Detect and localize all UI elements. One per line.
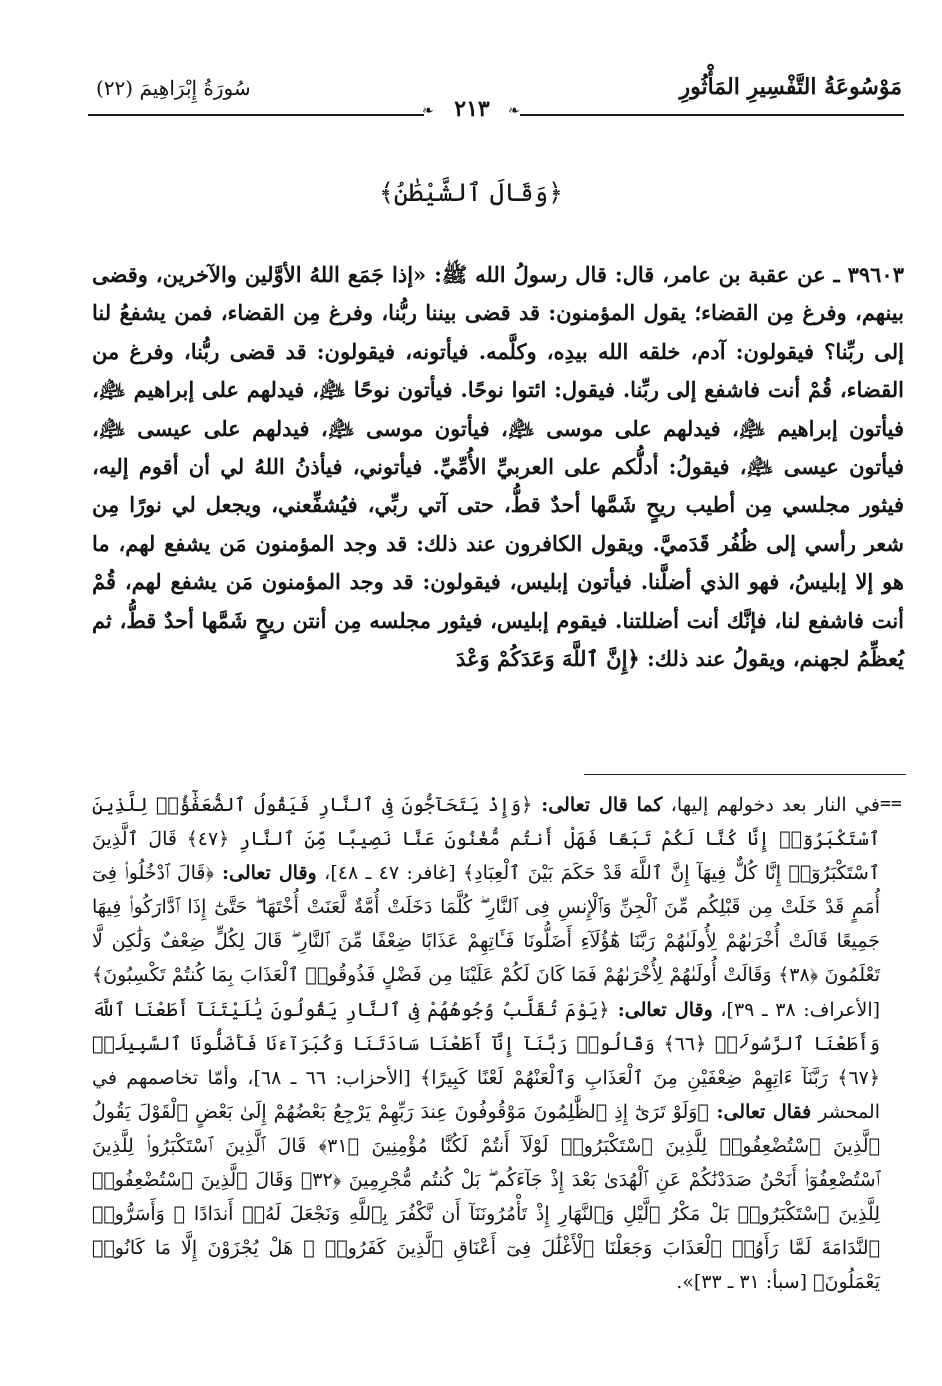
footnote-segment: في النار بعد دخولهم إليها، bbox=[662, 794, 880, 816]
footnote-segment-bold: وقال تعالى: bbox=[609, 998, 713, 1021]
hadith-number: ٣٩٦٠٣ bbox=[847, 262, 904, 287]
ayah-heading: ﴿وَقَالَ ٱلشَّيْطَٰنُ﴾ bbox=[379, 178, 563, 207]
page-number: ٢١٣ bbox=[454, 96, 490, 122]
footnote-paragraph bbox=[92, 788, 880, 1299]
footnote-segment: ﴿يَوْمَ تُقَلَّبُ وُجُوهُهُمْ فِى ٱلنَّارِ يَقُولُونَ يَٰلَيْتَنَآ أَطَعْنَا ٱللَّهَ وَأَطَعْنَا ٱلرَّسُولَا۠ ﴿٦٦﴾ وَقَالُوا۟ رَبَّنَآ إِنَّآ أَطَعْنَا سَادَتَنَا وَكُبَرَآءَنَا فَأَضَلُّونَا ٱلسَّبِيلَا۠ ﴿٦٧﴾ رَبَّنَآ ءَاتِهِمْ ضِعْفَيْنِ مِنَ ٱلْعَذَابِ وَٱلْعَنْهُمْ لَعْنًا كَبِيرًا﴾ [الأحزاب: ٦٦ ـ ٦٨]، وأمّا تخاصمهم في المحشر bbox=[92, 998, 880, 1123]
header-ornament-right-icon: ❧ bbox=[508, 103, 520, 119]
footnote-segment-bold: وقال تعالى: bbox=[213, 862, 317, 885]
header-rule-right bbox=[520, 114, 904, 116]
hadith-text: ـ عن عقبة بن عامر، قال: قال رسولُ الله ﷺ: «إذا جَمَع اللهُ الأوَّلين والآخرين، وقضى بينهم، وفرغ مِن القضاء؛ يقول المؤمنون: قد قضى بيننا ربُّنا، وفرغ مِن القضاء، فمن يشفعُ لنا إلى ربِّنا؟ فيقولون: آدم، خلقه الله بيدِه، وكلَّمه. فيأتونه، فيقولون: قد قضى ربُّنا، وفرغ من القضاء، قُمْ أنت فاشفع إلى ربِّنا. فيقول: ائتوا نوحًا. فيأتون نوحًا ﵇، فيدلهم على إبراهيم ﵇، فيأتون إبراهيم ﵇، فيدلهم على موسى ﵇، فيأتون موسى ﵇، فيدلهم على عيسى ﵇، فيأتون عيسى ﵇، فيقولُ: أدلُّكم على العربيِّ الأُمِّيِّ. فيأتوني، فيأذنُ اللهُ لي أن أقوم إليه، فيثور مجلسي مِن أطيب ريحٍ شَمَّها أحدٌ قطُّ، حتى آتي ربِّي، فيُشفِّعني، ويجعل لي نورًا مِن شعر رأسي إلى ظُفُر قَدَميَّ. ويقول الكافرون عند ذلك: قد وجد المؤمنون مَن يشفع لهم، ما هو إلا إبليسُ، فهو الذي أضلَّنا. فيأتون إبليس، فيقولون: قد وجد المؤمنون مَن يشفع لهم، قُمْ أنت فاشفع لنا، فإنَّك أنت أضللتنا. فيقوم إبليس، فيثور مجلسه مِن أنتن ريحٍ شَمَّها أحدٌ قطُّ، ثم يُعظِّمُ لجهنم، ويقولُ عند ذلك: ﴿إِنَّ ٱللَّهَ وَعَدَكُمْ وَعْدَ bbox=[92, 262, 904, 672]
surah-label: سُورَةُ إِبْرَاهِيمَ (٢٢) bbox=[96, 76, 251, 100]
continuation-mark: == bbox=[880, 793, 902, 814]
header-rule-left bbox=[88, 114, 424, 116]
footnote-segment: ﴿قَالَ ٱدْخُلُوا۟ فِىٓ أُمَمٍ قَدْ خَلَتْ مِن قَبْلِكُم مِّنَ ٱلْجِنِّ وَٱلْإِنسِ فِى ٱلنَّارِ ۖ كُلَّمَا دَخَلَتْ أُمَّةٌ لَّعَنَتْ أُخْتَهَا ۖ حَتَّىٰٓ إِذَا ٱدَّارَكُوا۟ فِيهَا جَمِيعًا قَالَتْ أُخْرَىٰهُمْ لِأُولَىٰهُمْ رَبَّنَا هَٰٓؤُلَآءِ أَضَلُّونَا فَـَٔاتِهِمْ عَذَابًا ضِعْفًا مِّنَ ٱلنَّارِ ۖ قَالَ لِكُلٍّ ضِعْفٌ وَلَٰكِن لَّا تَعْلَمُونَ ﴿٣٨﴾ وَقَالَتْ أُولَىٰهُمْ لِأُخْرَىٰهُمْ فَمَا كَانَ لَكُمْ عَلَيْنَا مِن فَضْلٍ فَذُوقُوا۟ ٱلْعَذَابَ بِمَا كُنتُمْ تَكْسِبُونَ﴾ [الأعراف: ٣٨ ـ ٣٩]، bbox=[92, 862, 881, 1021]
footnote-segment-bold: كما قال تعالى: bbox=[532, 794, 663, 816]
footnote-segment-bold: فقال تعالى: bbox=[708, 1100, 812, 1123]
hadith-paragraph bbox=[92, 256, 904, 678]
footnote-segment: ﴿وَإِذْ يَتَحَآجُّونَ فِى ٱلنَّارِ فَيَقُولُ ٱلضُّعَفَٰٓؤُا۟ لِلَّذِينَ ٱسْتَكْبَرُوٓا۟ إِنَّا كُنَّا لَكُمْ تَبَعًا فَهَلْ أَنتُم مُّغْنُونَ عَنَّا نَصِيبًا مِّنَ ٱلنَّارِ ﴿٤٧﴾ قَالَ ٱلَّذِينَ ٱسْتَكْبَرُوٓا۟ إِنَّا كُلٌّ فِيهَآ إِنَّ ٱللَّهَ قَدْ حَكَمَ بَيْنَ ٱلْعِبَادِ﴾ [غافر: ٤٧ ـ ٤٨]، bbox=[92, 794, 880, 885]
footnote-segment: ﴿وَلَوْ تَرَىٰٓ إِذِ ٱلظَّٰلِمُونَ مَوْقُوفُونَ عِندَ رَبِّهِمْ يَرْجِعُ بَعْضُهُمْ إِلَىٰ بَعْضٍ ٱلْقَوْلَ يَقُولُ ٱلَّذِينَ ٱسْتُضْعِفُوا۟ لِلَّذِينَ ٱسْتَكْبَرُوا۟ لَوْلَآ أَنتُمْ لَكُنَّا مُؤْمِنِينَ ﴿٣١﴾ قَالَ ٱلَّذِينَ ٱسْتَكْبَرُوا۟ لِلَّذِينَ ٱسْتُضْعِفُوٓا۟ أَنَحْنُ صَدَدْنَٰكُمْ عَنِ ٱلْهُدَىٰ بَعْدَ إِذْ جَآءَكُم ۖ بَلْ كُنتُم مُّجْرِمِينَ ﴿٣٢﴾ وَقَالَ ٱلَّذِينَ ٱسْتُضْعِفُوا۟ لِلَّذِينَ ٱسْتَكْبَرُوا۟ بَلْ مَكْرُ ٱلَّيْلِ وَٱلنَّهَارِ إِذْ تَأْمُرُونَنَآ أَن نَّكْفُرَ بِٱللَّهِ وَنَجْعَلَ لَهُۥٓ أَندَادًا ۚ وَأَسَرُّوا۟ ٱلنَّدَامَةَ لَمَّا رَأَوُا۟ ٱلْعَذَابَ وَجَعَلْنَا ٱلْأَغْلَٰلَ فِىٓ أَعْنَاقِ ٱلَّذِينَ كَفَرُوا۟ ۚ هَلْ يُجْزَوْنَ إِلَّا مَا كَانُوا۟ يَعْمَلُونَ﴾ [سبأ: ٣١ ـ ٣٣]». bbox=[92, 1100, 880, 1294]
footnote-separator bbox=[584, 774, 906, 775]
book-title: مَوْسُوعَةُ التَّفْسِيرِ المَأْثُورِ bbox=[679, 74, 902, 100]
header-ornament-left-icon: ❧ bbox=[422, 103, 434, 119]
